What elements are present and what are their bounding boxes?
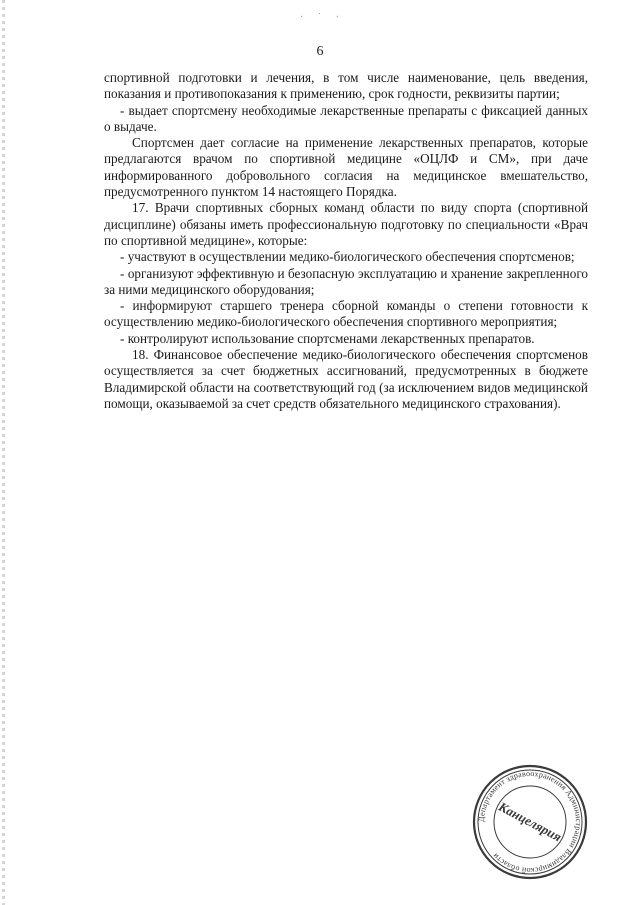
- list-item-control: - контролируют использование спортсменами лекарственных препаратов.: [120, 330, 535, 346]
- paragraph-17: 17. Врачи спортивных сборных команд области по виду спорта (спортивной дисциплине) обязаны иметь профессиональную подготовку по специальности «Врач по спортивной медицине», которые:: [104, 200, 588, 248]
- list-item-participate: - участвуют в осуществлении медико-биологического обеспечения спортсменов;: [120, 249, 575, 265]
- paragraph-18: 18. Финансовое обеспечение медико-биологического обеспечения спортсменов осуществляется за счет бюджетных ассигнований, предусмотренных в бюджете Владимирской области на соответствующий год (за исключением видов медицинской помощи, оказываемой за счет средств обязательного медицинского страхования).: [104, 347, 588, 411]
- svg-text:Канцелярия: Канцелярия: [496, 798, 565, 845]
- list-item-inform: - информируют старшего тренера сборной команды о степени готовности к осуществлению медико-биологического обеспечения спортивного мероприятия;: [104, 298, 588, 330]
- scan-specks: · ˙ ·: [300, 12, 345, 23]
- list-item-organize: - организуют эффективную и безопасную эксплуатацию и хранение закрепленного за ними медицинского оборудования;: [104, 265, 588, 297]
- paragraph-continuation: спортивной подготовки и лечения, в том числе наименование, цель введения, показания и противопоказания к применению, срок годности, реквизиты партии;: [104, 70, 588, 102]
- paragraph-consent: Спортсмен дает согласие на применение лекарственных препаратов, которые предлагаются врачом по спортивной медицине «ОЦЛФ и СМ», при даче информированного добровольного согласия на медицинское вмешательство, предусмотренного пунктом 14 настоящего Порядка.: [104, 135, 588, 200]
- svg-text:Департамент здравоохранения Ад: Департамент здравоохранения Администрации Владимирской области: [476, 768, 584, 876]
- page-number: 6: [316, 44, 324, 59]
- scan-binding-edge: [2, 0, 5, 905]
- list-item-issue-drugs: - выдает спортсмену необходимые лекарственные препараты с фиксацией данных о выдаче.: [104, 102, 588, 134]
- office-seal-stamp: [470, 762, 590, 882]
- document-body: [104, 70, 588, 412]
